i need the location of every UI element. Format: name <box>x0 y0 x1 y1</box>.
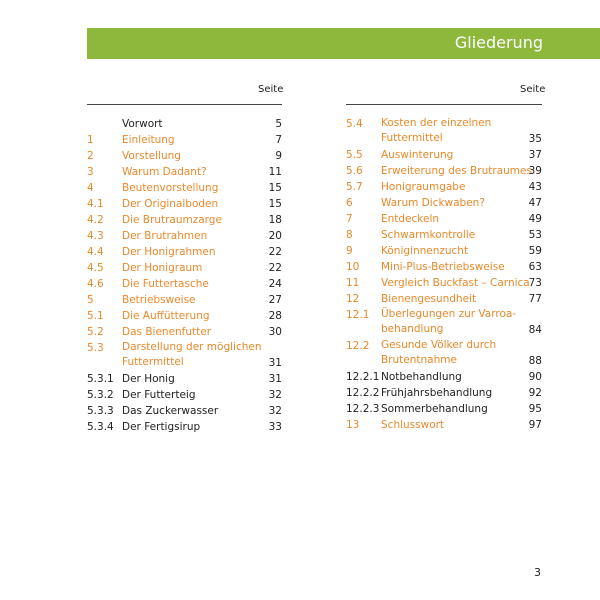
toc-entry-page: 15 <box>268 182 282 194</box>
header-bar <box>87 28 600 59</box>
toc-entry-page: 77 <box>528 293 542 305</box>
toc-entry-page: 37 <box>528 149 542 161</box>
toc-entry[interactable] <box>346 369 542 385</box>
toc-entry-title-line: Futtermittel <box>122 356 184 368</box>
toc-entry[interactable] <box>87 116 282 132</box>
toc-entry-title <box>381 163 532 179</box>
toc-entry-page: 27 <box>268 294 282 306</box>
toc-entry-number: 4.6 <box>87 278 104 290</box>
toc-entry-title <box>381 259 505 275</box>
toc-entry[interactable] <box>346 401 542 417</box>
toc-entry-title-line: Gesunde Völker durch <box>381 339 497 351</box>
toc-entry[interactable] <box>87 387 282 403</box>
toc-entry-title <box>122 212 222 228</box>
toc-entry-number: 5.3 <box>87 342 104 354</box>
toc-entry-page: 15 <box>268 198 282 210</box>
toc-right-column <box>346 116 542 433</box>
toc-entry-number: 12.2 <box>346 340 370 352</box>
toc-entry-page: 32 <box>268 405 282 417</box>
toc-entry-title-line: Honigraumgabe <box>381 181 466 193</box>
toc-entry-title-line: Erweiterung des Brutraumes <box>381 165 532 177</box>
toc-entry-page: 30 <box>268 326 282 338</box>
toc-entry-page: 43 <box>528 181 542 193</box>
toc-entry-title-line: Beutenvorstellung <box>122 182 219 194</box>
toc-entry-title <box>381 338 496 368</box>
toc-entry-title <box>122 419 200 435</box>
toc-entry-number: 6 <box>346 197 353 209</box>
toc-entry-page: 31 <box>268 373 282 385</box>
toc-entry-number: 11 <box>346 277 360 289</box>
toc-entry-page: 9 <box>275 150 282 162</box>
toc-entry-title <box>381 227 475 243</box>
toc-entry-title-line: Entdeckeln <box>381 213 440 225</box>
toc-entry-number: 5.3.2 <box>87 389 114 401</box>
toc-entry-number: 4.1 <box>87 198 104 210</box>
toc-entry-number: 4.4 <box>87 246 104 258</box>
toc-entry-title-line: Notbehandlung <box>381 371 462 383</box>
toc-entry-title <box>122 244 216 260</box>
toc-entry-title-line: Das Bienenfutter <box>122 326 212 338</box>
toc-entry-number: 5.4 <box>346 118 363 130</box>
toc-entry-title-line: Kosten der einzelnen <box>381 117 492 129</box>
toc-entry-title <box>381 179 465 195</box>
toc-entry-title-line: Vergleich Buckfast – Carnica <box>381 277 530 289</box>
toc-entry[interactable] <box>87 308 282 324</box>
toc-entry-title <box>381 307 516 337</box>
page-title: Gliederung <box>454 33 543 52</box>
toc-entry-number: 5.3.1 <box>87 373 114 385</box>
toc-entry[interactable] <box>346 307 542 338</box>
toc-entry-page: 49 <box>528 213 542 225</box>
toc-entry-title <box>381 147 453 163</box>
toc-entry-title-line: Überlegungen zur Varroa- <box>381 308 517 320</box>
toc-entry-number: 5 <box>87 294 94 306</box>
left-column-page-label: Seite <box>258 84 284 95</box>
toc-entry-page: 22 <box>268 262 282 274</box>
toc-entry-title <box>122 164 207 180</box>
toc-entry-title-line: Das Zuckerwasser <box>122 405 219 417</box>
toc-entry-page: 18 <box>268 214 282 226</box>
toc-entry-title <box>122 196 218 212</box>
toc-entry-number: 5.3.4 <box>87 421 114 433</box>
toc-entry-title <box>381 291 476 307</box>
toc-entry-title <box>122 340 262 370</box>
toc-entry-title <box>122 292 196 308</box>
toc-entry-number: 5.2 <box>87 326 104 338</box>
toc-entry[interactable] <box>346 338 542 369</box>
toc-entry-title-line: Auswinterung <box>381 149 454 161</box>
toc-entry-page: 92 <box>528 387 542 399</box>
toc-entry-title-line: Die Futtertasche <box>122 278 209 290</box>
toc-entry[interactable] <box>87 371 282 387</box>
toc-entry-page: 32 <box>268 389 282 401</box>
toc-entry-number: 10 <box>346 261 360 273</box>
toc-entry-title-line: Frühjahrsbehandlung <box>381 387 493 399</box>
toc-entry-title-line: Die Brutraumzarge <box>122 214 222 226</box>
toc-entry-page: 22 <box>268 246 282 258</box>
toc-entry-page: 20 <box>268 230 282 242</box>
toc-entry-page: 73 <box>528 277 542 289</box>
toc-entry-number: 1 <box>87 134 94 146</box>
toc-entry-number: 12.2.3 <box>346 403 380 415</box>
toc-entry-title <box>381 417 444 433</box>
toc-entry-title-line: behandlung <box>381 323 444 335</box>
toc-entry[interactable] <box>346 116 542 147</box>
toc-entry-title-line: Der Honigraum <box>122 262 203 274</box>
toc-entry[interactable] <box>87 212 282 228</box>
toc-entry-title <box>122 180 218 196</box>
toc-entry[interactable] <box>346 147 542 163</box>
toc-entry-page: 33 <box>268 421 282 433</box>
toc-entry-page: 90 <box>528 371 542 383</box>
toc-entry-title-line: Der Originalboden <box>122 198 219 210</box>
toc-entry-title <box>381 211 439 227</box>
toc-entry[interactable] <box>346 211 542 227</box>
toc-entry-title-line: Schlusswort <box>381 419 445 431</box>
toc-entry[interactable] <box>346 385 542 401</box>
toc-entry-number: 12 <box>346 293 360 305</box>
toc-entry-page: 7 <box>275 134 282 146</box>
toc-entry-title <box>122 371 175 387</box>
toc-entry-page: 63 <box>528 261 542 273</box>
toc-entry-number: 9 <box>346 245 353 257</box>
toc-entry-title-line: Darstellung der möglichen <box>122 341 262 353</box>
toc-entry-page: 5 <box>275 118 282 130</box>
toc-entry-title <box>122 148 181 164</box>
toc-entry-title <box>381 369 462 385</box>
right-column-rule <box>346 104 542 105</box>
toc-entry-page: 39 <box>528 165 542 177</box>
toc-entry[interactable] <box>87 180 282 196</box>
toc-entry-title <box>122 228 207 244</box>
toc-entry-page: 59 <box>528 245 542 257</box>
toc-entry-number: 7 <box>346 213 353 225</box>
toc-entry-number: 4.2 <box>87 214 104 226</box>
toc-entry-number: 5.3.3 <box>87 405 114 417</box>
toc-entry-title <box>122 132 175 148</box>
toc-entry-title <box>381 385 492 401</box>
toc-entry[interactable] <box>87 292 282 308</box>
toc-entry[interactable] <box>87 164 282 180</box>
toc-entry[interactable] <box>87 340 282 371</box>
toc-entry-number: 3 <box>87 166 94 178</box>
toc-entry[interactable] <box>346 195 542 211</box>
toc-entry-number: 4.3 <box>87 230 104 242</box>
toc-entry-title-line: Der Honigrahmen <box>122 246 216 258</box>
toc-entry[interactable] <box>87 132 282 148</box>
toc-entry-title-line: Sommerbehandlung <box>381 403 488 415</box>
toc-entry[interactable] <box>87 403 282 419</box>
toc-entry[interactable] <box>87 276 282 292</box>
toc-entry-page: 84 <box>528 324 542 336</box>
toc-entry-number: 5.1 <box>87 310 104 322</box>
toc-entry-title <box>122 387 196 403</box>
toc-entry-title <box>381 275 530 291</box>
toc-entry-title <box>122 116 163 132</box>
toc-entry-title-line: Vorstellung <box>122 150 181 162</box>
toc-entry-number: 8 <box>346 229 353 241</box>
toc-entry-page: 53 <box>528 229 542 241</box>
toc-entry-page: 47 <box>528 197 542 209</box>
toc-entry-title <box>381 401 488 417</box>
toc-entry-page: 97 <box>528 419 542 431</box>
toc-entry-number: 12.1 <box>346 309 370 321</box>
toc-entry-title <box>381 243 468 259</box>
toc-entry-title-line: Futtermittel <box>381 132 443 144</box>
toc-entry-title-line: Betriebsweise <box>122 294 196 306</box>
toc-entry-number: 4.5 <box>87 262 104 274</box>
toc-entry-title-line: Brutentnahme <box>381 354 457 366</box>
toc-entry[interactable] <box>346 179 542 195</box>
toc-entry[interactable] <box>87 228 282 244</box>
toc-entry-title-line: Bienengesundheit <box>381 293 477 305</box>
left-column-rule <box>87 104 282 105</box>
toc-entry[interactable] <box>346 227 542 243</box>
toc-entry-title-line: Der Futterteig <box>122 389 196 401</box>
toc-entry-number: 5.5 <box>346 149 363 161</box>
toc-entry[interactable] <box>346 243 542 259</box>
toc-entry-number: 5.6 <box>346 165 363 177</box>
toc-entry-title-line: Die Auffütterung <box>122 310 210 322</box>
toc-entry[interactable] <box>346 275 542 291</box>
toc-entry-title-line: Einleitung <box>122 134 175 146</box>
toc-entry-page: 95 <box>528 403 542 415</box>
toc-entry-title <box>122 308 210 324</box>
toc-entry-number: 12.2.2 <box>346 387 380 399</box>
toc-entry-page: 88 <box>528 355 542 367</box>
toc-entry[interactable] <box>87 260 282 276</box>
toc-left-column <box>87 116 282 435</box>
toc-entry-number: 2 <box>87 150 94 162</box>
toc-entry-page: 11 <box>268 166 282 178</box>
toc-entry[interactable] <box>87 148 282 164</box>
toc-entry-title <box>122 324 211 340</box>
toc-entry-title-line: Warum Dadant? <box>122 166 207 178</box>
toc-entry-page: 31 <box>268 357 282 369</box>
toc-entry-number: 12.2.1 <box>346 371 380 383</box>
toc-entry-title-line: Mini-Plus-Betriebsweise <box>381 261 505 273</box>
toc-entry[interactable] <box>87 196 282 212</box>
toc-entry-title-line: Der Honig <box>122 373 175 385</box>
toc-entry-page: 28 <box>268 310 282 322</box>
toc-entry-page: 24 <box>268 278 282 290</box>
toc-entry[interactable] <box>346 259 542 275</box>
toc-entry[interactable] <box>87 244 282 260</box>
toc-entry-page: 35 <box>528 133 542 145</box>
toc-entry[interactable] <box>346 163 542 179</box>
toc-entry-title-line: Schwarmkontrolle <box>381 229 476 241</box>
toc-entry[interactable] <box>346 417 542 433</box>
toc-entry[interactable] <box>346 291 542 307</box>
toc-entry-number: 5.7 <box>346 181 363 193</box>
right-column-page-label: Seite <box>520 84 546 95</box>
page-number: 3 <box>534 566 541 579</box>
toc-entry-title-line: Der Fertigsirup <box>122 421 201 433</box>
toc-entry[interactable] <box>87 324 282 340</box>
toc-entry-title <box>122 276 209 292</box>
toc-entry-title-line: Warum Dickwaben? <box>381 197 485 209</box>
toc-entry-title-line: Vorwort <box>122 118 163 130</box>
toc-entry-title <box>122 403 218 419</box>
toc-entry-title <box>381 195 485 211</box>
toc-entry-number: 13 <box>346 419 360 431</box>
toc-entry-title <box>381 116 491 146</box>
toc-entry-number: 4 <box>87 182 94 194</box>
toc-entry-title-line: Königinnenzucht <box>381 245 469 257</box>
toc-entry-title-line: Der Brutrahmen <box>122 230 208 242</box>
toc-entry[interactable] <box>87 419 282 435</box>
toc-entry-title <box>122 260 202 276</box>
